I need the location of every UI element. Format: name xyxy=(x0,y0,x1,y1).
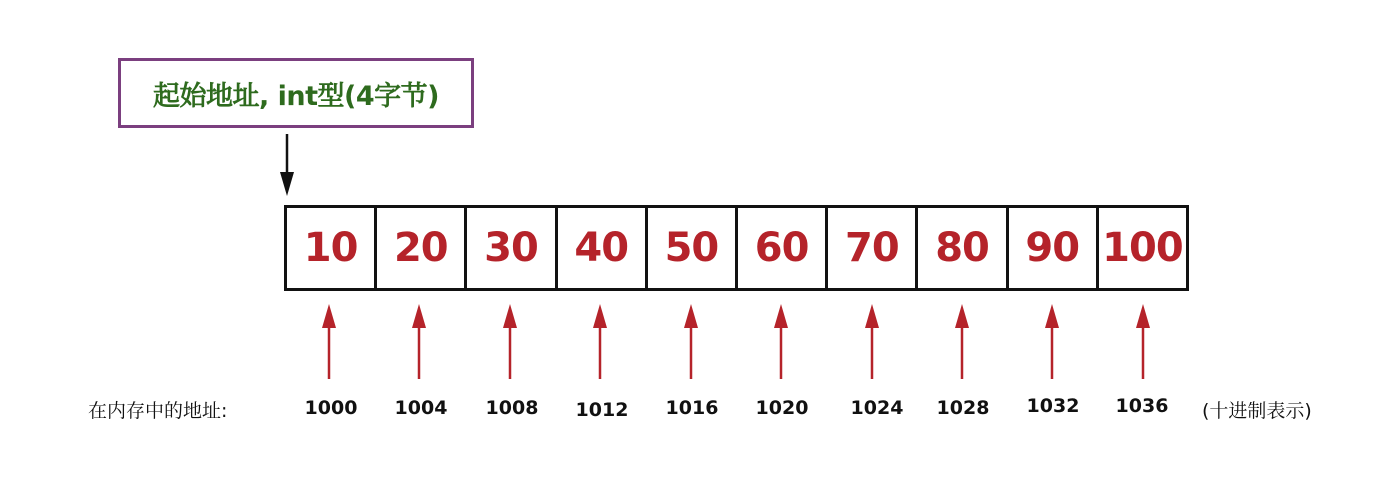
address-arrow xyxy=(503,304,517,379)
address-arrow xyxy=(593,304,607,379)
address-arrow xyxy=(1045,304,1059,379)
start-address-callout xyxy=(118,58,474,128)
address-arrow xyxy=(774,304,788,379)
callout-label: 起始地址, int型(4字节) xyxy=(152,80,439,112)
array-cell xyxy=(467,208,557,288)
address-arrow xyxy=(865,304,879,379)
array-cell-value: 10 xyxy=(303,225,358,271)
array-cell-value: 100 xyxy=(1102,225,1183,271)
array-cell-value: 30 xyxy=(484,225,538,271)
address-row-label: 在内存中的地址: xyxy=(88,400,228,422)
array-cell-value: 70 xyxy=(844,225,899,271)
decimal-note: (十进制表示) xyxy=(1202,400,1312,422)
memory-address: 1024 xyxy=(850,397,904,419)
array-cell xyxy=(918,208,1008,288)
memory-address: 1012 xyxy=(575,399,629,421)
memory-address: 1020 xyxy=(755,397,809,419)
array-cell xyxy=(287,208,377,288)
array-cell-value: 20 xyxy=(393,225,448,271)
array-cell xyxy=(648,208,738,288)
address-arrow xyxy=(1136,304,1150,379)
array-cell-value: 40 xyxy=(574,225,629,271)
address-arrow xyxy=(322,304,336,379)
memory-address: 1004 xyxy=(394,397,448,419)
array-cell xyxy=(828,208,918,288)
address-arrow xyxy=(955,304,969,379)
array-cell xyxy=(377,208,467,288)
memory-address: 1016 xyxy=(665,397,719,419)
address-arrow xyxy=(684,304,698,379)
array-cell-value: 80 xyxy=(935,225,989,271)
memory-address: 1028 xyxy=(936,397,990,419)
array-cell xyxy=(1099,208,1186,288)
memory-address: 1036 xyxy=(1115,395,1169,417)
array-cell xyxy=(558,208,648,288)
memory-address: 1008 xyxy=(485,397,539,419)
address-arrow xyxy=(412,304,426,379)
array-cell-value: 60 xyxy=(754,225,809,271)
memory-address: 1000 xyxy=(304,397,358,419)
array-cell-value: 90 xyxy=(1025,225,1080,271)
array-cell xyxy=(738,208,828,288)
array-cell xyxy=(1009,208,1099,288)
memory-address: 1032 xyxy=(1026,395,1080,417)
start-pointer-arrow xyxy=(280,134,294,196)
int-array xyxy=(284,205,1189,291)
array-cell-value: 50 xyxy=(664,225,719,271)
